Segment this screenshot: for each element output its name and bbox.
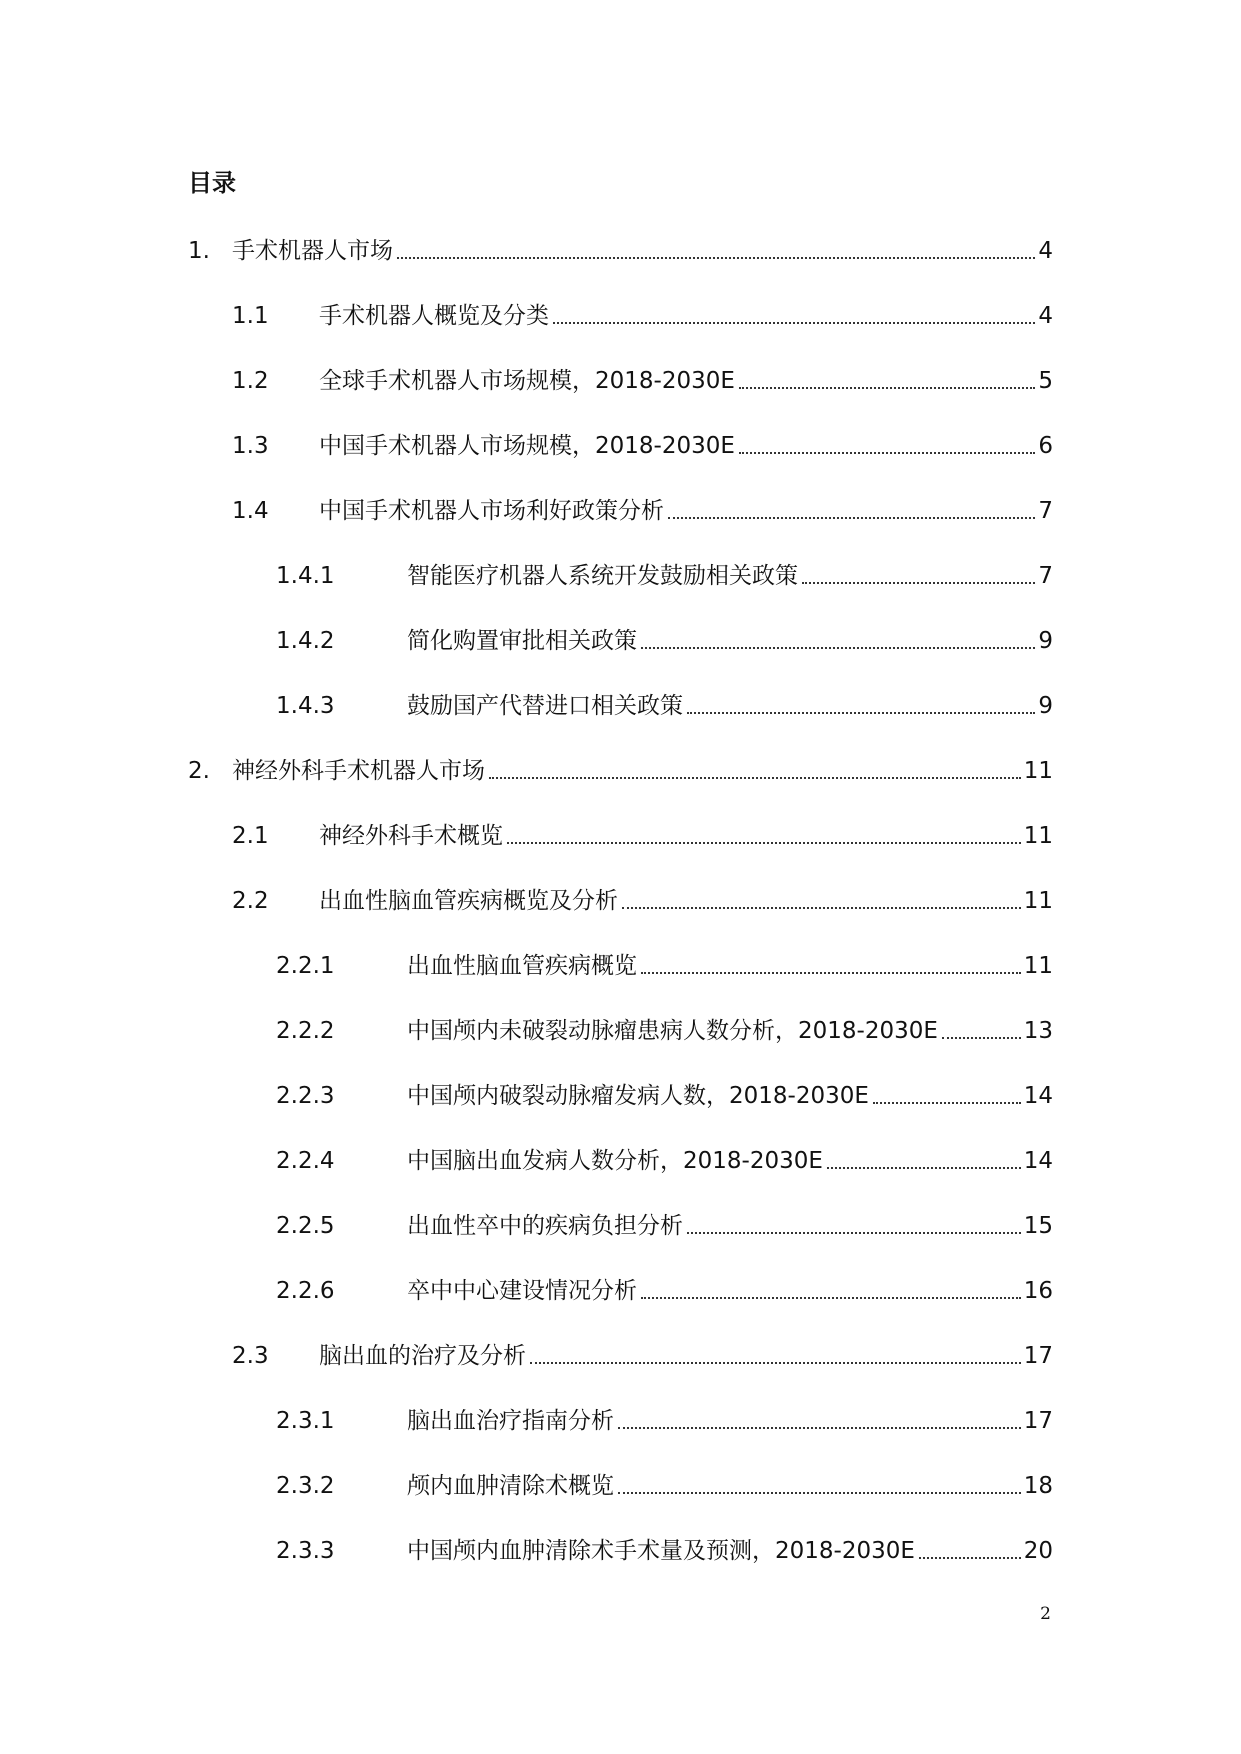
- toc-entry-number: 1.4.3: [276, 693, 335, 719]
- toc-dot-leader: [739, 387, 1035, 389]
- toc-dot-leader: [641, 972, 1021, 974]
- toc-entry-number: 1.1: [232, 303, 269, 329]
- toc-entry-number: 2.3.2: [276, 1473, 335, 1499]
- toc-entry-page: 11: [1023, 888, 1053, 914]
- toc-entry[interactable]: [232, 1335, 1053, 1371]
- toc-entry[interactable]: [276, 1465, 1053, 1501]
- toc-dot-leader: [618, 1492, 1021, 1494]
- toc-entry-text: 中国手术机器人市场规模，2018-2030E: [319, 433, 735, 459]
- toc-entry-text: 出血性脑血管疾病概览: [407, 953, 637, 979]
- page-number: 2: [1040, 1604, 1051, 1624]
- toc-entry-page: 6: [1038, 433, 1053, 459]
- toc-dot-leader: [507, 842, 1021, 844]
- toc-entry-number: 2.2: [232, 888, 269, 914]
- toc-dot-leader: [641, 647, 1035, 649]
- toc-entry-number: 1.3: [232, 433, 269, 459]
- toc-entry-number: 2.2.4: [276, 1148, 335, 1174]
- toc-entry-text: 脑出血治疗指南分析: [407, 1408, 614, 1434]
- toc-title: 目录: [188, 169, 236, 197]
- toc-entry-text: 中国颅内未破裂动脉瘤患病人数分析，2018-2030E: [407, 1018, 938, 1044]
- toc-entry-page: 20: [1023, 1538, 1053, 1564]
- toc-entry[interactable]: [276, 555, 1053, 591]
- toc-entry[interactable]: [276, 945, 1053, 981]
- toc-entry-page: 16: [1023, 1278, 1053, 1304]
- toc-entry[interactable]: [232, 295, 1053, 331]
- toc-entry-text: 中国脑出血发病人数分析，2018-2030E: [407, 1148, 823, 1174]
- toc-entry[interactable]: [276, 1400, 1053, 1436]
- toc-entry-number: 2.2.1: [276, 953, 335, 979]
- toc-dot-leader: [397, 257, 1035, 259]
- toc-entry-text: 颅内血肿清除术概览: [407, 1473, 614, 1499]
- toc-dot-leader: [622, 907, 1021, 909]
- toc-entry[interactable]: [276, 1140, 1053, 1176]
- toc-entry-page: 11: [1023, 823, 1053, 849]
- toc-dot-leader: [530, 1362, 1021, 1364]
- toc-dot-leader: [553, 322, 1035, 324]
- toc-entry-page: 14: [1023, 1148, 1053, 1174]
- toc-entry-text: 手术机器人概览及分类: [319, 303, 549, 329]
- toc-dot-leader: [827, 1167, 1021, 1169]
- toc-dot-leader: [802, 582, 1035, 584]
- toc-entry-page: 13: [1023, 1018, 1053, 1044]
- toc-entry-page: 18: [1023, 1473, 1053, 1499]
- toc-entry-text: 中国手术机器人市场利好政策分析: [319, 498, 664, 524]
- toc-entry-number: 1.4.1: [276, 563, 335, 589]
- toc-entry-number: 1.4: [232, 498, 269, 524]
- toc-entry[interactable]: [232, 490, 1053, 526]
- toc-entry-page: 9: [1038, 693, 1053, 719]
- toc-entry-text: 出血性卒中的疾病负担分析: [407, 1213, 683, 1239]
- toc-entry-page: 17: [1023, 1408, 1053, 1434]
- toc-entry-page: 17: [1023, 1343, 1053, 1369]
- toc-entry[interactable]: [232, 360, 1053, 396]
- toc-entry-page: 15: [1023, 1213, 1053, 1239]
- toc-dot-leader: [687, 1232, 1021, 1234]
- toc-entry-number: 2.3.1: [276, 1408, 335, 1434]
- toc-entry-text: 鼓励国产代替进口相关政策: [407, 693, 683, 719]
- toc-entry-page: 4: [1038, 303, 1053, 329]
- toc-dot-leader: [489, 777, 1021, 779]
- toc-entry[interactable]: [232, 425, 1053, 461]
- toc-entry-text: 脑出血的治疗及分析: [319, 1343, 526, 1369]
- toc-entry-page: 7: [1038, 498, 1053, 524]
- toc-entry-page: 9: [1038, 628, 1053, 654]
- toc-entry-number: 2.2.3: [276, 1083, 335, 1109]
- toc-entry-number: 2.2.5: [276, 1213, 335, 1239]
- toc-entry-text: 智能医疗机器人系统开发鼓励相关政策: [407, 563, 798, 589]
- toc-entry[interactable]: [276, 1205, 1053, 1241]
- toc-entry-number: 2.3.3: [276, 1538, 335, 1564]
- toc-entry-number: 2.1: [232, 823, 269, 849]
- toc-entry-text: 简化购置审批相关政策: [407, 628, 637, 654]
- toc-entry-text: 出血性脑血管疾病概览及分析: [319, 888, 618, 914]
- toc-entry-text: 全球手术机器人市场规模，2018-2030E: [319, 368, 735, 394]
- toc-entry[interactable]: [276, 1530, 1053, 1566]
- toc-entry-page: 11: [1023, 758, 1053, 784]
- toc-entry[interactable]: [188, 230, 1053, 266]
- toc-entry-number: 2.2.6: [276, 1278, 335, 1304]
- toc-dot-leader: [618, 1427, 1021, 1429]
- toc-entry[interactable]: [276, 1270, 1053, 1306]
- toc-entry[interactable]: [276, 620, 1053, 656]
- toc-entry-page: 4: [1038, 238, 1053, 264]
- toc-dot-leader: [739, 452, 1035, 454]
- toc-entry-number: 2.3: [232, 1343, 269, 1369]
- toc-entry[interactable]: [276, 685, 1053, 721]
- toc-entry-number: 2.: [188, 758, 210, 784]
- toc-dot-leader: [641, 1297, 1021, 1299]
- toc-entry-text: 中国颅内破裂动脉瘤发病人数，2018-2030E: [407, 1083, 869, 1109]
- toc-dot-leader: [919, 1557, 1021, 1559]
- toc-entry-number: 2.2.2: [276, 1018, 335, 1044]
- toc-dot-leader: [873, 1102, 1021, 1104]
- toc-dot-leader: [942, 1037, 1021, 1039]
- toc-entry-number: 1.4.2: [276, 628, 335, 654]
- toc-entry-text: 中国颅内血肿清除术手术量及预测，2018-2030E: [407, 1538, 915, 1564]
- toc-entry-text: 神经外科手术机器人市场: [232, 758, 485, 784]
- toc-entry-text: 手术机器人市场: [232, 238, 393, 264]
- toc-entry-page: 5: [1038, 368, 1053, 394]
- toc-entry[interactable]: [232, 815, 1053, 851]
- toc-entry[interactable]: [232, 880, 1053, 916]
- toc-entry[interactable]: [276, 1075, 1053, 1111]
- toc-entry[interactable]: [276, 1010, 1053, 1046]
- toc-entry-number: 1.: [188, 238, 210, 264]
- toc-entry-text: 神经外科手术概览: [319, 823, 503, 849]
- toc-entry-page: 14: [1023, 1083, 1053, 1109]
- toc-entry-number: 1.2: [232, 368, 269, 394]
- toc-entry-page: 11: [1023, 953, 1053, 979]
- toc-entry-text: 卒中中心建设情况分析: [407, 1278, 637, 1304]
- toc-entry-page: 7: [1038, 563, 1053, 589]
- toc-entry[interactable]: [188, 750, 1053, 786]
- toc-dot-leader: [687, 712, 1035, 714]
- toc-dot-leader: [668, 517, 1035, 519]
